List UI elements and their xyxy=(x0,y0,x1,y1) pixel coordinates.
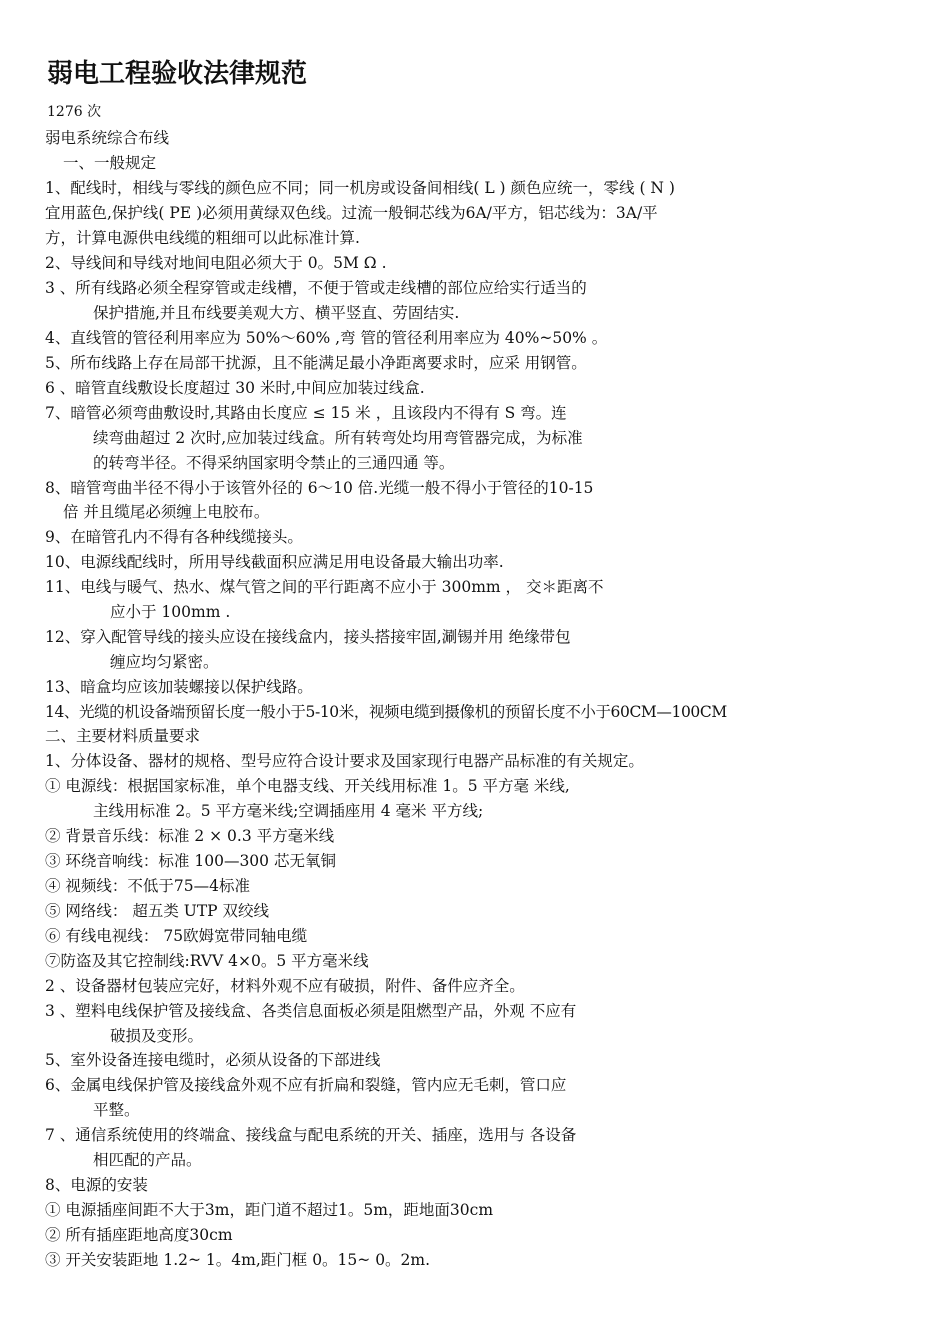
text-line: 2 、设备器材包装应完好，材料外观不应有破损，附件、备件应齐全。 xyxy=(45,977,525,995)
text-line: 3 、所有线路必须全程穿管或走线槽，不便于管或走线槽的部位应给实行适当的 xyxy=(45,279,587,297)
list-item: ④ 视频线：不低于75—4标准 xyxy=(45,877,251,895)
subsection-heading: 一、一般规定 xyxy=(63,154,157,172)
text-line: 4、直线管的管径利用率应为 50%～60% ,弯 管的管径利用率应为 40%~50% 。 xyxy=(45,329,608,347)
text-line: 倍 并且缆尾必须缠上电胶布。 xyxy=(63,503,270,521)
list-item: ⑦防盗及其它控制线:RVV 4×0。5 平方毫米线 xyxy=(45,952,369,970)
text-line: 6 、暗管直线敷设长度超过 30 米时,中间应加装过线盒. xyxy=(45,379,425,397)
text-line: 8、暗管弯曲半径不得小于该管外径的 6～10 倍.光缆一般不得小于管径的10-15 xyxy=(45,479,594,497)
subsection-heading: 8、电源的安装 xyxy=(45,1176,148,1194)
text-line: 缠应均匀紧密。 xyxy=(110,653,219,671)
text-line: 主线用标准 2。5 平方毫米线;空调插座用 4 毫米 平方线; xyxy=(93,802,484,820)
text-line: 10、电源线配线时，所用导线截面积应满足用电设备最大输出功率. xyxy=(45,553,504,571)
list-item: ② 所有插座距地高度30cm xyxy=(45,1226,233,1244)
list-item: ① 电源插座间距不大于3m，距门道不超过1。5m，距地面30cm xyxy=(45,1201,494,1219)
text-line: 5、所布线路上存在局部干扰源，且不能满足最小净距离要求时，应采 用钢管。 xyxy=(45,354,587,372)
text-line: 7 、通信系统使用的终端盒、接线盒与配电系统的开关、插座，选用与 各设备 xyxy=(45,1126,577,1144)
list-item: ⑤ 网络线： 超五类 UTP 双绞线 xyxy=(45,902,270,920)
text-line: 5、室外设备连接电缆时，必须从设备的下部进线 xyxy=(45,1051,381,1069)
document-title: 弱电工程验收法律规范 xyxy=(47,59,308,89)
list-item: ③ 环绕音响线：标准 100—300 芯无氧铜 xyxy=(45,852,336,870)
list-item: ② 背景音乐线：标准 2 × 0.3 平方毫米线 xyxy=(45,827,335,845)
section-heading: 弱电系统综合布线 xyxy=(45,129,170,147)
text-line: 保护措施,并且布线要美观大方、横平竖直、劳固结实. xyxy=(93,304,460,322)
text-line: 续弯曲超过 2 次时,应加装过线盒。所有转弯处均用弯管器完成，为标准 xyxy=(93,429,583,447)
text-line: 14、光缆的机设备端预留长度一般小于5-10米，视频电缆到摄像机的预留长度不小于60CM—100CM xyxy=(45,703,727,721)
text-line: 方，计算电源供电线缆的粗细可以此标准计算. xyxy=(45,229,360,247)
text-line: 1、配线时，相线与零线的颜色应不同；同一机房或设备间相线( L ) 颜色应统一，零线 ( N ) xyxy=(45,179,675,197)
text-line: 11、电线与暖气、热水、煤气管之间的平行距离不应小于 300mm ， 交＊距离不 xyxy=(45,578,604,596)
text-line: 12、穿入配管导线的接头应设在接线盒内，接头搭接牢固,涮锡并用 绝缘带包 xyxy=(45,628,571,646)
text-line: 7、暗管必须弯曲敷设时,其路由长度应 ≤ 15 米 ，且该段内不得有 S 弯。连 xyxy=(45,404,567,422)
text-line: 2、导线间和导线对地间电阻必须大于 0。5M Ω . xyxy=(45,254,387,272)
text-line: 相匹配的产品。 xyxy=(93,1151,202,1169)
subsection-heading: 二、主要材料质量要求 xyxy=(45,727,201,745)
text-line: 13、暗盒均应该加装螺接以保护线路。 xyxy=(45,678,313,696)
text-line: 3 、塑料电线保护管及接线盒、各类信息面板必须是阻燃型产品，外观 不应有 xyxy=(45,1002,577,1020)
text-line: 9、在暗管孔内不得有各种线缆接头。 xyxy=(45,528,303,546)
list-item: ③ 开关安装距地 1.2~ 1。4m,距门框 0。15~ 0。2m. xyxy=(45,1251,431,1269)
text-line: 的转弯半径。不得采纳国家明令禁止的三通四通 等。 xyxy=(93,454,455,472)
list-item: ⑥ 有线电视线： 75欧姆宽带同轴电缆 xyxy=(45,927,308,945)
text-line: 平整。 xyxy=(93,1101,140,1119)
view-count: 1276 次 xyxy=(47,104,102,120)
text-line: 应小于 100mm . xyxy=(110,603,231,621)
list-item: ① 电源线：根据国家标准，单个电器支线、开关线用标准 1。5 平方毫 米线, xyxy=(45,777,570,795)
text-line: 宜用蓝色,保护线( PE )必须用黄绿双色线。过流一般铜芯线为6A/平方，铝芯线为：3A/平 xyxy=(45,204,658,222)
text-line: 破损及变形。 xyxy=(110,1027,204,1045)
text-line: 6、金属电线保护管及接线盒外观不应有折扁和裂缝，管内应无毛刺，管口应 xyxy=(45,1076,567,1094)
text-line: 1、分体设备、器材的规格、型号应符合设计要求及国家现行电器产品标准的有关规定。 xyxy=(45,752,644,770)
